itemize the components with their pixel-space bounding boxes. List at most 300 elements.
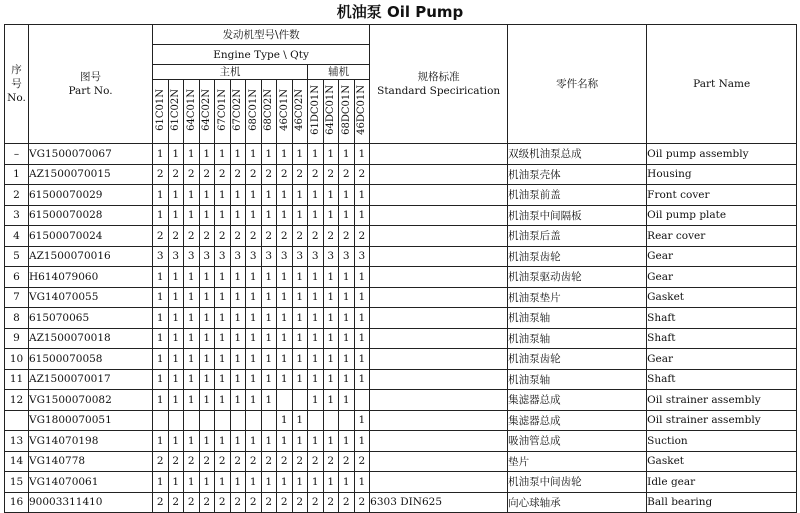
row-qty: 1 (246, 328, 262, 349)
row-qty: 1 (323, 144, 339, 165)
row-qty: 2 (199, 226, 215, 247)
row-seq: 16 (5, 492, 29, 513)
row-qty: 1 (199, 185, 215, 206)
row-qty: 2 (184, 451, 200, 472)
aux-engine-header: 辅机 (308, 65, 370, 80)
row-qty: 2 (339, 164, 355, 185)
table-row (5, 287, 797, 308)
row-qty (199, 410, 215, 431)
row-qty: 2 (184, 164, 200, 185)
row-seq: 8 (5, 308, 29, 329)
table-row (5, 205, 797, 226)
row-qty: 1 (261, 267, 277, 288)
row-qty: 1 (215, 185, 231, 206)
row-qty: 1 (308, 185, 324, 206)
row-standard (370, 431, 508, 452)
row-qty: 1 (323, 308, 339, 329)
row-qty: 2 (153, 164, 169, 185)
row-part-name-cn: 机油泵齿轮 (508, 246, 647, 267)
part-no-header: 图号 Part No. (29, 25, 153, 144)
row-qty: 2 (246, 226, 262, 247)
row-qty: 1 (168, 472, 184, 493)
table-row (5, 144, 797, 165)
row-qty: 1 (215, 349, 231, 370)
row-qty: 1 (168, 431, 184, 452)
row-qty: 1 (339, 472, 355, 493)
row-qty: 1 (153, 205, 169, 226)
row-qty: 2 (339, 451, 355, 472)
row-part-no: VG14070198 (29, 431, 153, 452)
row-part-name-en: Suction (647, 431, 797, 452)
row-qty: 1 (246, 390, 262, 411)
row-qty (246, 410, 262, 431)
row-qty: 2 (292, 492, 308, 513)
row-qty: 1 (246, 205, 262, 226)
row-qty: 1 (246, 369, 262, 390)
row-qty: 2 (168, 492, 184, 513)
engine-model-header: 46C01N (277, 80, 293, 144)
row-part-name-cn: 垫片 (508, 451, 647, 472)
engine-type-qty-header: Engine Type \ Qty (153, 45, 370, 65)
engine-model-header: 64C01N (184, 80, 200, 144)
row-qty: 1 (230, 328, 246, 349)
row-part-name-cn: 机油泵垫片 (508, 287, 647, 308)
row-qty: 1 (215, 472, 231, 493)
row-part-name-en: Shaft (647, 328, 797, 349)
row-part-no: 90003311410 (29, 492, 153, 513)
row-part-name-cn: 集滤器总成 (508, 410, 647, 431)
parts-table (4, 24, 797, 513)
row-qty: 2 (261, 164, 277, 185)
row-qty: 2 (308, 451, 324, 472)
row-qty: 1 (277, 308, 293, 329)
row-qty: 1 (261, 328, 277, 349)
row-qty: 1 (261, 349, 277, 370)
row-qty: 2 (168, 226, 184, 247)
table-row (5, 451, 797, 472)
row-qty: 1 (168, 185, 184, 206)
row-qty: 1 (292, 349, 308, 370)
row-seq (5, 410, 29, 431)
row-qty (184, 410, 200, 431)
row-qty: 2 (354, 451, 370, 472)
row-qty: 1 (199, 287, 215, 308)
row-qty: 1 (153, 287, 169, 308)
row-seq: 1 (5, 164, 29, 185)
row-qty: 1 (292, 205, 308, 226)
row-qty: 2 (246, 164, 262, 185)
row-part-name-cn: 吸油管总成 (508, 431, 647, 452)
row-part-no: VG1500070067 (29, 144, 153, 165)
row-qty: 1 (323, 205, 339, 226)
row-qty: 1 (184, 328, 200, 349)
row-qty: 1 (354, 328, 370, 349)
row-qty: 1 (153, 267, 169, 288)
row-part-name-en: Gear (647, 267, 797, 288)
row-part-no: VG140778 (29, 451, 153, 472)
row-qty: 1 (354, 369, 370, 390)
row-qty: 1 (323, 369, 339, 390)
row-qty: 1 (277, 410, 293, 431)
engine-model-header: 61C02N (168, 80, 184, 144)
row-qty: 1 (339, 390, 355, 411)
row-qty: 1 (215, 431, 231, 452)
table-row (5, 472, 797, 493)
table-row (5, 431, 797, 452)
row-qty: 1 (354, 185, 370, 206)
row-qty: 2 (246, 492, 262, 513)
row-seq: 13 (5, 431, 29, 452)
row-qty: 2 (308, 492, 324, 513)
row-qty: 1 (261, 185, 277, 206)
table-row (5, 267, 797, 288)
engine-model-header: 61C01N (153, 80, 169, 144)
row-part-name-en: Oil pump plate (647, 205, 797, 226)
row-qty: 3 (230, 246, 246, 267)
engine-type-header: 发动机型号\件数 (153, 25, 370, 45)
row-qty: 1 (215, 308, 231, 329)
row-qty: 1 (277, 349, 293, 370)
row-part-no: H614079060 (29, 267, 153, 288)
row-part-name-en: Gasket (647, 451, 797, 472)
row-qty: 1 (230, 369, 246, 390)
row-part-name-en: Rear cover (647, 226, 797, 247)
page-title: 机油泵 Oil Pump (336, 3, 464, 21)
row-qty: 2 (292, 451, 308, 472)
row-qty: 1 (323, 431, 339, 452)
table-row (5, 349, 797, 370)
row-qty: 2 (354, 226, 370, 247)
row-qty: 1 (339, 144, 355, 165)
row-qty: 1 (246, 431, 262, 452)
row-part-name-en: Ball bearing (647, 492, 797, 513)
row-qty: 2 (230, 451, 246, 472)
row-qty: 1 (308, 349, 324, 370)
row-qty: 3 (277, 246, 293, 267)
row-qty: 1 (261, 287, 277, 308)
row-part-name-cn: 向心球轴承 (508, 492, 647, 513)
row-qty: 2 (199, 164, 215, 185)
row-qty: 1 (354, 431, 370, 452)
row-standard (370, 369, 508, 390)
row-qty: 1 (184, 287, 200, 308)
row-qty: 2 (261, 451, 277, 472)
row-qty: 1 (230, 287, 246, 308)
row-qty: 1 (168, 369, 184, 390)
row-qty: 1 (354, 287, 370, 308)
row-qty: 1 (292, 369, 308, 390)
engine-model-header: 46C02N (292, 80, 308, 144)
row-qty: 2 (323, 451, 339, 472)
row-qty: 2 (354, 164, 370, 185)
row-qty: 1 (308, 205, 324, 226)
row-qty: 1 (339, 431, 355, 452)
row-qty: 1 (199, 144, 215, 165)
row-qty: 1 (308, 267, 324, 288)
row-qty: 2 (292, 226, 308, 247)
row-qty (215, 410, 231, 431)
row-qty: 1 (323, 328, 339, 349)
row-part-name-en: Oil strainer assembly (647, 410, 797, 431)
row-qty: 1 (308, 328, 324, 349)
row-qty: 1 (277, 287, 293, 308)
row-qty: 3 (308, 246, 324, 267)
row-seq: 15 (5, 472, 29, 493)
row-qty: 1 (354, 308, 370, 329)
row-qty: 2 (292, 164, 308, 185)
row-qty: 1 (153, 349, 169, 370)
row-qty: 2 (153, 226, 169, 247)
table-row (5, 185, 797, 206)
row-qty: 1 (323, 472, 339, 493)
row-seq: 5 (5, 246, 29, 267)
row-qty: 1 (354, 267, 370, 288)
row-qty: 1 (292, 410, 308, 431)
row-qty: 3 (199, 246, 215, 267)
table-row (5, 164, 797, 185)
row-qty: 1 (168, 390, 184, 411)
row-qty: 1 (246, 308, 262, 329)
row-qty: 2 (168, 164, 184, 185)
row-part-name-cn: 双级机油泵总成 (508, 144, 647, 165)
row-qty: 2 (277, 226, 293, 247)
row-qty: 1 (261, 369, 277, 390)
table-row (5, 492, 797, 513)
row-qty (323, 410, 339, 431)
engine-model-header: 64DC01N (323, 80, 339, 144)
row-qty: 2 (308, 226, 324, 247)
row-qty: 1 (261, 308, 277, 329)
row-qty: 2 (184, 492, 200, 513)
row-qty: 1 (292, 472, 308, 493)
row-part-no: 61500070029 (29, 185, 153, 206)
part-name-cn-header: 零件名称 (508, 25, 647, 144)
row-qty: 2 (230, 492, 246, 513)
row-qty: 2 (339, 226, 355, 247)
table-row (5, 246, 797, 267)
row-qty (292, 390, 308, 411)
row-seq: 9 (5, 328, 29, 349)
row-qty: 3 (292, 246, 308, 267)
row-qty: 1 (246, 472, 262, 493)
row-standard (370, 472, 508, 493)
row-qty: 2 (153, 451, 169, 472)
row-qty (308, 410, 324, 431)
row-standard (370, 144, 508, 165)
row-qty: 1 (153, 390, 169, 411)
row-qty: 1 (308, 390, 324, 411)
row-qty: 1 (199, 349, 215, 370)
row-qty: 1 (168, 349, 184, 370)
row-qty: 1 (230, 431, 246, 452)
row-qty: 1 (230, 472, 246, 493)
row-part-no: 61500070024 (29, 226, 153, 247)
row-qty: 1 (261, 144, 277, 165)
engine-model-header: 67C01N (215, 80, 231, 144)
row-part-name-en: Oil strainer assembly (647, 390, 797, 411)
row-qty: 1 (153, 472, 169, 493)
row-part-name-cn: 机油泵中间齿轮 (508, 472, 647, 493)
row-seq: 7 (5, 287, 29, 308)
row-qty: 1 (308, 144, 324, 165)
row-qty: 1 (339, 287, 355, 308)
row-qty: 1 (277, 472, 293, 493)
row-qty: 1 (184, 205, 200, 226)
row-qty: 1 (230, 349, 246, 370)
row-qty: 1 (199, 205, 215, 226)
row-qty: 1 (277, 185, 293, 206)
row-qty: 1 (153, 369, 169, 390)
row-qty: 1 (199, 328, 215, 349)
row-part-name-cn: 机油泵齿轮 (508, 349, 647, 370)
row-part-name-en: Front cover (647, 185, 797, 206)
row-qty: 1 (215, 369, 231, 390)
row-part-no: 61500070028 (29, 205, 153, 226)
row-qty: 1 (230, 267, 246, 288)
row-seq: 2 (5, 185, 29, 206)
row-qty (168, 410, 184, 431)
row-qty: 1 (215, 267, 231, 288)
row-qty: 1 (184, 308, 200, 329)
row-qty: 3 (261, 246, 277, 267)
row-qty: 1 (199, 390, 215, 411)
row-qty: 1 (308, 287, 324, 308)
row-qty: 1 (339, 205, 355, 226)
table-row (5, 226, 797, 247)
row-qty: 1 (354, 472, 370, 493)
row-seq: 14 (5, 451, 29, 472)
engine-model-header: 68C01N (246, 80, 262, 144)
row-standard (370, 246, 508, 267)
row-qty: 1 (153, 431, 169, 452)
row-qty: 1 (199, 267, 215, 288)
row-qty: 1 (339, 308, 355, 329)
row-qty (339, 410, 355, 431)
row-qty: 1 (323, 349, 339, 370)
row-part-name-en: Gear (647, 246, 797, 267)
row-qty: 1 (277, 369, 293, 390)
row-qty: 2 (261, 226, 277, 247)
row-part-no: VG1500070082 (29, 390, 153, 411)
row-part-no: VG1800070051 (29, 410, 153, 431)
table-row (5, 369, 797, 390)
row-qty: 1 (323, 390, 339, 411)
row-qty: 2 (323, 164, 339, 185)
engine-model-header: 68C02N (261, 80, 277, 144)
row-qty: 1 (153, 144, 169, 165)
row-part-no: AZ1500070018 (29, 328, 153, 349)
row-qty: 2 (308, 164, 324, 185)
row-part-name-cn: 机油泵轴 (508, 308, 647, 329)
engine-model-header: 64C02N (199, 80, 215, 144)
row-qty: 1 (354, 144, 370, 165)
row-qty: 1 (277, 328, 293, 349)
row-qty: 1 (215, 287, 231, 308)
row-seq: 6 (5, 267, 29, 288)
row-part-name-cn: 机油泵驱动齿轮 (508, 267, 647, 288)
row-qty: 1 (246, 287, 262, 308)
row-qty: 1 (277, 267, 293, 288)
row-qty: 2 (277, 164, 293, 185)
row-qty: 1 (153, 185, 169, 206)
row-qty: 1 (292, 328, 308, 349)
row-seq: – (5, 144, 29, 165)
row-part-name-cn: 集滤器总成 (508, 390, 647, 411)
row-qty: 1 (339, 185, 355, 206)
row-standard (370, 185, 508, 206)
row-part-name-cn: 机油泵轴 (508, 369, 647, 390)
row-qty: 2 (323, 226, 339, 247)
table-row (5, 308, 797, 329)
row-standard (370, 267, 508, 288)
row-qty: 3 (168, 246, 184, 267)
table-row (5, 410, 797, 431)
row-qty: 2 (339, 492, 355, 513)
row-qty: 1 (292, 287, 308, 308)
row-part-name-en: Shaft (647, 369, 797, 390)
row-qty (153, 410, 169, 431)
row-standard (370, 308, 508, 329)
row-qty: 1 (153, 328, 169, 349)
row-qty: 1 (277, 144, 293, 165)
row-qty: 2 (246, 451, 262, 472)
row-qty: 1 (354, 205, 370, 226)
row-qty: 2 (168, 451, 184, 472)
row-qty: 3 (215, 246, 231, 267)
engine-model-header: 46DC01N (354, 80, 370, 144)
row-qty: 1 (277, 205, 293, 226)
row-qty: 1 (323, 287, 339, 308)
row-qty: 1 (246, 267, 262, 288)
row-standard (370, 205, 508, 226)
row-standard: 6303 DIN625 (370, 492, 508, 513)
row-standard (370, 226, 508, 247)
row-qty: 1 (168, 205, 184, 226)
row-seq: 10 (5, 349, 29, 370)
row-part-name-cn: 机油泵前盖 (508, 185, 647, 206)
row-qty: 1 (199, 472, 215, 493)
row-qty: 3 (246, 246, 262, 267)
row-qty: 2 (184, 226, 200, 247)
row-qty: 2 (261, 492, 277, 513)
row-qty: 2 (354, 492, 370, 513)
row-seq: 3 (5, 205, 29, 226)
row-qty: 1 (323, 185, 339, 206)
row-part-name-en: Oil pump assembly (647, 144, 797, 165)
row-qty: 1 (168, 287, 184, 308)
row-qty: 1 (168, 328, 184, 349)
row-qty: 1 (184, 472, 200, 493)
row-part-no: 61500070058 (29, 349, 153, 370)
row-qty: 1 (308, 472, 324, 493)
row-qty: 1 (199, 308, 215, 329)
row-qty: 3 (354, 246, 370, 267)
row-qty: 1 (261, 390, 277, 411)
row-qty: 1 (323, 267, 339, 288)
row-standard (370, 390, 508, 411)
row-qty: 2 (277, 451, 293, 472)
row-qty: 1 (168, 308, 184, 329)
row-qty: 1 (261, 431, 277, 452)
row-qty: 1 (184, 349, 200, 370)
row-standard (370, 451, 508, 472)
row-qty: 1 (308, 308, 324, 329)
row-seq: 11 (5, 369, 29, 390)
row-qty: 1 (261, 472, 277, 493)
row-qty: 2 (215, 164, 231, 185)
row-qty (230, 410, 246, 431)
row-part-no: AZ1500070015 (29, 164, 153, 185)
